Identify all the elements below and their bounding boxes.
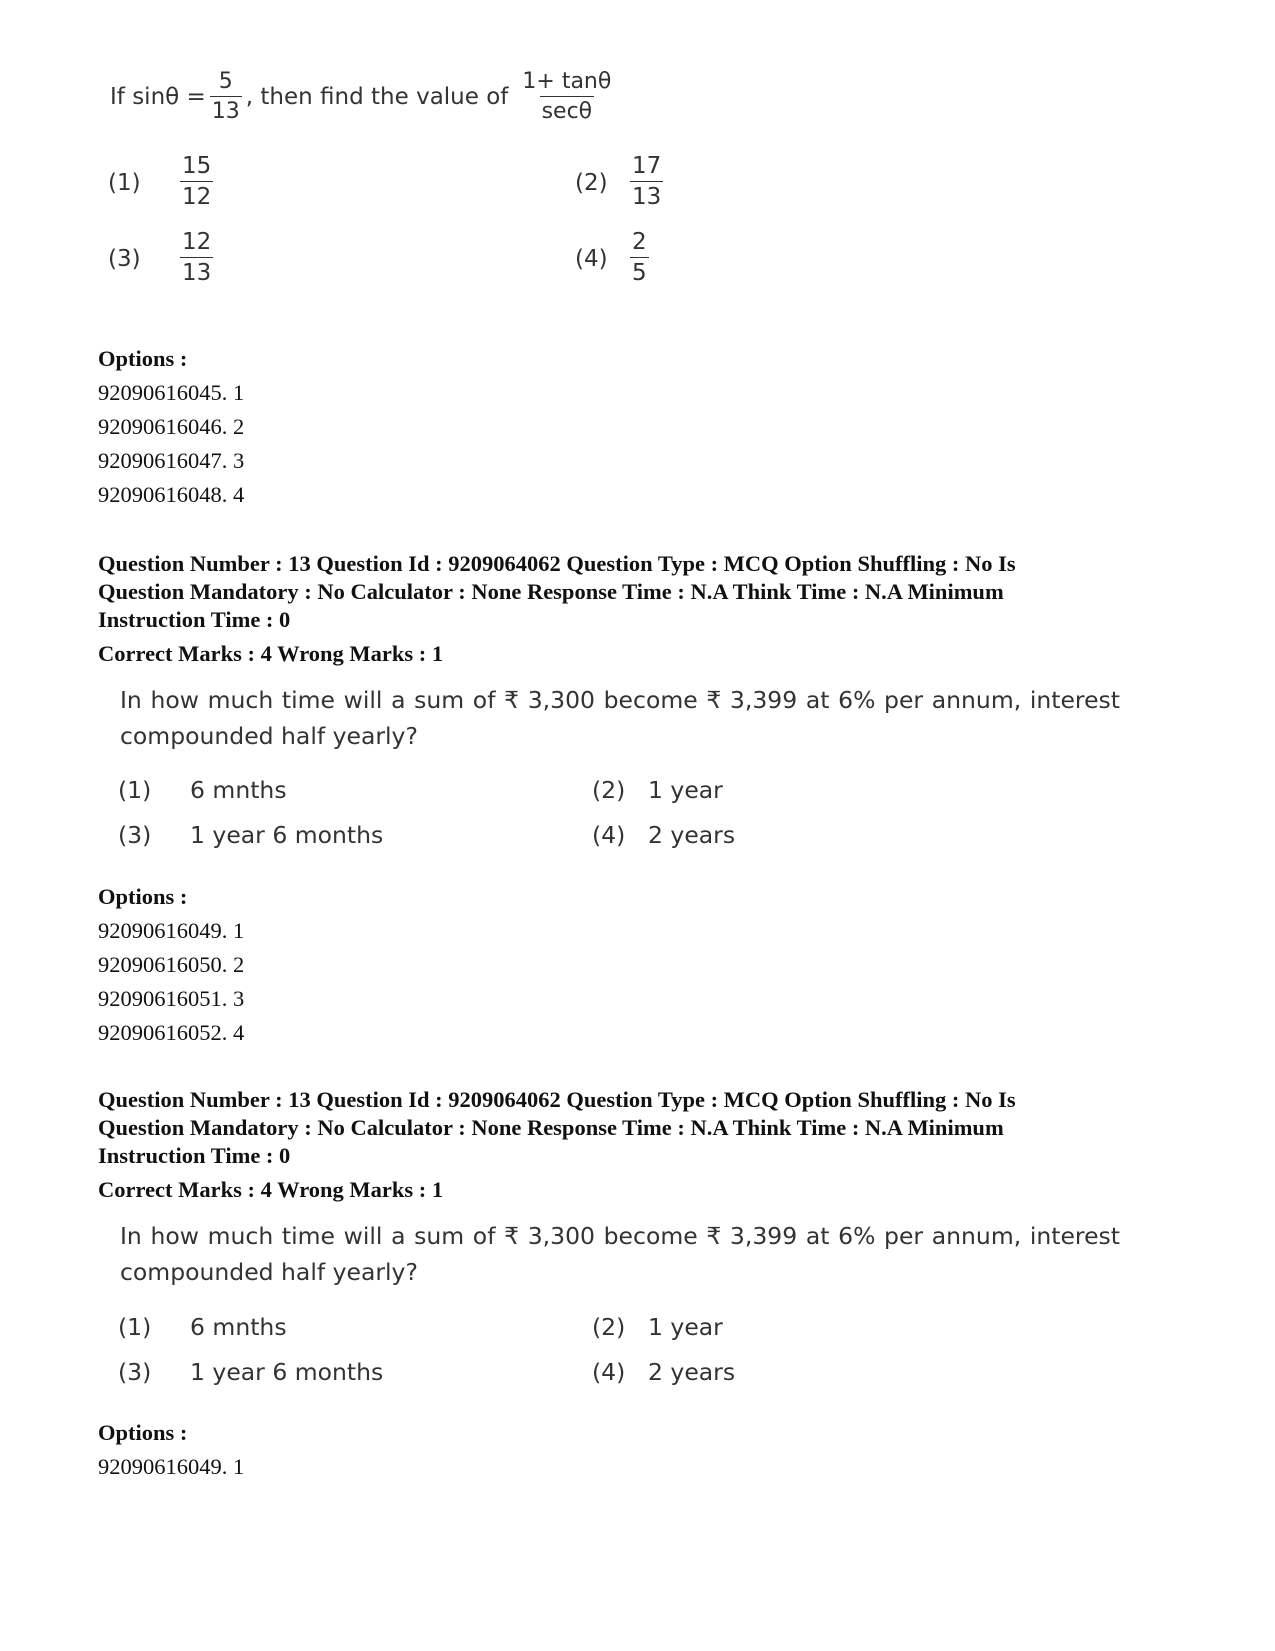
options-heading: Options : bbox=[98, 884, 188, 909]
choice-text: 1 year 6 months bbox=[190, 1358, 384, 1386]
choice-3 bbox=[180, 230, 213, 285]
fraction-denominator: secθ bbox=[540, 96, 595, 123]
options-heading: Options : bbox=[98, 346, 188, 371]
choice-label: (3) bbox=[118, 821, 152, 849]
fraction-numerator: 17 bbox=[632, 153, 662, 179]
fraction-denominator: 13 bbox=[210, 96, 242, 123]
option-id: 92090616049. 1 bbox=[98, 918, 245, 943]
choice-label: (4) bbox=[575, 246, 608, 272]
choice-text: 1 year bbox=[648, 776, 723, 804]
question-12-text bbox=[110, 70, 617, 123]
choice-text: 6 mnths bbox=[190, 776, 287, 804]
option-id: 92090616048. 4 bbox=[98, 482, 245, 507]
choice-label: (1) bbox=[108, 170, 141, 196]
options-list-q13a bbox=[98, 880, 244, 1050]
fraction-denominator: 13 bbox=[180, 257, 213, 285]
choice-label: (1) bbox=[118, 776, 152, 804]
meta-line: Instruction Time : 0 bbox=[98, 607, 291, 632]
question-prefix: If sinθ = bbox=[110, 83, 206, 110]
expression-fraction bbox=[520, 70, 613, 123]
option-id: 92090616052. 4 bbox=[98, 1020, 245, 1045]
choice-text: 2 years bbox=[648, 1358, 736, 1386]
choice-label: (1) bbox=[118, 1313, 152, 1341]
choice-1 bbox=[180, 154, 213, 209]
choice-label: (2) bbox=[592, 1313, 626, 1341]
choice-label: (2) bbox=[575, 170, 608, 196]
option-id: 92090616049. 1 bbox=[98, 1454, 245, 1479]
question-13a-meta bbox=[98, 550, 1016, 668]
fraction-denominator: 5 bbox=[630, 257, 649, 285]
options-list-q13b bbox=[98, 1416, 244, 1484]
choice-text: 2 years bbox=[648, 821, 736, 849]
option-id: 92090616045. 1 bbox=[98, 380, 245, 405]
option-id: 92090616050. 2 bbox=[98, 952, 245, 977]
fraction-numerator: 1+ tanθ bbox=[522, 69, 612, 94]
option-id: 92090616047. 3 bbox=[98, 448, 245, 473]
fraction-numerator: 12 bbox=[182, 229, 212, 255]
meta-line: Question Number : 13 Question Id : 9209064062 Question Type : MCQ Option Shuffling : No Is bbox=[98, 1087, 1016, 1112]
marks-line: Correct Marks : 4 Wrong Marks : 1 bbox=[98, 641, 444, 666]
fraction-numerator: 5 bbox=[218, 69, 233, 94]
fraction-numerator: 2 bbox=[632, 229, 647, 255]
option-id: 92090616046. 2 bbox=[98, 414, 245, 439]
choice-label: (4) bbox=[592, 1358, 626, 1386]
meta-line: Question Mandatory : No Calculator : None Response Time : N.A Think Time : N.A Minimum bbox=[98, 579, 1004, 604]
fraction-numerator: 15 bbox=[182, 153, 212, 179]
options-list-q12 bbox=[98, 342, 244, 512]
given-fraction bbox=[210, 70, 242, 123]
choice-2 bbox=[630, 154, 663, 209]
marks-line: Correct Marks : 4 Wrong Marks : 1 bbox=[98, 1177, 444, 1202]
question-13a-text: In how much time will a sum of ₹ 3,300 become ₹ 3,399 at 6% per annum, interest compounded half yearly? bbox=[120, 686, 1120, 750]
choice-label: (3) bbox=[118, 1358, 152, 1386]
choice-label: (4) bbox=[592, 821, 626, 849]
question-13b-text: In how much time will a sum of ₹ 3,300 become ₹ 3,399 at 6% per annum, interest compounded half yearly? bbox=[120, 1222, 1120, 1286]
choice-label: (2) bbox=[592, 776, 626, 804]
choice-4 bbox=[630, 230, 649, 285]
choice-label: (3) bbox=[108, 246, 141, 272]
meta-line: Question Number : 13 Question Id : 9209064062 Question Type : MCQ Option Shuffling : No Is bbox=[98, 551, 1016, 576]
meta-line: Instruction Time : 0 bbox=[98, 1143, 291, 1168]
choice-text: 1 year bbox=[648, 1313, 723, 1341]
choice-text: 6 mnths bbox=[190, 1313, 287, 1341]
fraction-denominator: 12 bbox=[180, 181, 213, 209]
question-middle: , then find the value of bbox=[245, 83, 509, 110]
question-13b-meta bbox=[98, 1086, 1016, 1204]
choice-text: 1 year 6 months bbox=[190, 821, 384, 849]
fraction-denominator: 13 bbox=[630, 181, 663, 209]
options-heading: Options : bbox=[98, 1420, 188, 1445]
option-id: 92090616051. 3 bbox=[98, 986, 245, 1011]
meta-line: Question Mandatory : No Calculator : None Response Time : N.A Think Time : N.A Minimum bbox=[98, 1115, 1004, 1140]
